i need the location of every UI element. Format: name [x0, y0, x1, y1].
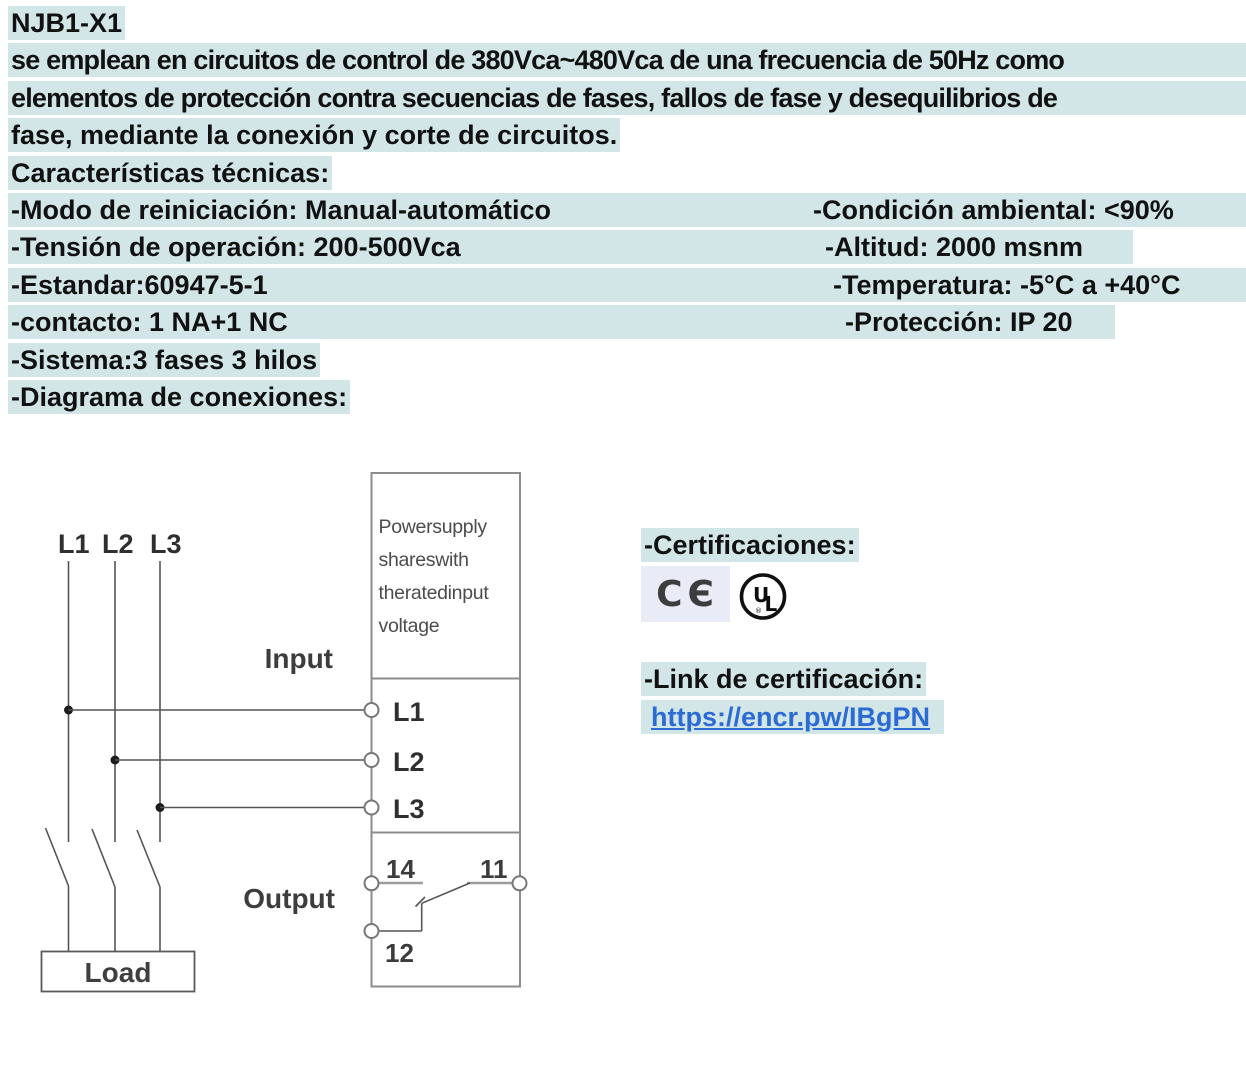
spec-left: -Tensión de operación: 200-500Vca [11, 232, 461, 263]
supply-note-line: theratedinput [378, 582, 489, 604]
ul-letter-u: U [753, 583, 770, 607]
certification-link[interactable]: https://encr.pw/IBgPN [651, 702, 931, 732]
link-row [641, 700, 944, 734]
spec-text-block [8, 5, 1246, 416]
wiring-diagram [0, 440, 560, 1010]
terminal-label: L1 [393, 697, 425, 727]
spec-left: -contacto: 1 NA+1 NC [11, 307, 288, 338]
spec-right: -Temperatura: -5°C a +40°C [833, 269, 1181, 300]
spec-row [8, 230, 1133, 264]
certifications-row [641, 528, 859, 562]
terminal-label: L3 [393, 794, 425, 824]
link-heading-row [641, 662, 926, 696]
terminal-circle [365, 753, 379, 767]
load-wire [69, 886, 161, 952]
ul-mark-icon [734, 570, 792, 624]
terminal-label: L2 [393, 747, 425, 777]
phase-label: L2 [102, 529, 134, 559]
ce-mark [641, 566, 730, 622]
terminal-circle [365, 924, 379, 938]
spec-right: -Altitud: 2000 msnm [825, 232, 1084, 263]
terminal-circle [365, 703, 379, 717]
contact-arm [422, 883, 470, 903]
spec-left: -Diagrama de conexiones: [8, 380, 350, 414]
ce-mark-text: CЄ [656, 573, 719, 615]
terminal-label: 12 [385, 938, 414, 968]
description-line: fase, mediante la conexión y corte de circuitos. [8, 118, 620, 152]
spec-left: -Estandar:60947-5-1 [11, 269, 268, 300]
load-label: Load [84, 957, 152, 988]
spec-left: -Sistema:3 fases 3 hilos [8, 343, 320, 377]
spec-row [8, 268, 1246, 302]
terminal-circle [365, 801, 379, 815]
supply-note-line: Powersupply [378, 516, 487, 538]
product-title: NJB1-X1 [8, 6, 125, 40]
terminal-circle [513, 876, 527, 890]
terminal-label: 11 [480, 854, 508, 884]
ul-letter-l: L [764, 592, 778, 616]
link-heading: -Link de certificación: [641, 662, 926, 696]
ul-mark [734, 570, 792, 624]
supply-note-line: shareswith [378, 549, 469, 571]
certifications-heading: -Certificaciones: [641, 528, 859, 562]
spec-row [8, 305, 1115, 339]
supply-note-line: voltage [378, 615, 440, 637]
link-highlight [641, 700, 944, 734]
terminal-label: 14 [386, 854, 415, 884]
input-label: Input [264, 643, 333, 674]
output-label: Output [243, 883, 335, 914]
phase-label: L3 [150, 529, 182, 559]
phase-label: L1 [58, 529, 90, 559]
description-line: elementos de protección contra secuencias de fases, fallos de fase y desequilibrios de [8, 81, 1246, 115]
ul-registered-mark: ® [755, 607, 762, 615]
phase-wire [69, 561, 161, 842]
spec-row [8, 193, 1246, 227]
spec-right: -Protección: IP 20 [845, 307, 1073, 338]
section-heading: Características técnicas: [8, 156, 332, 190]
spec-right: -Condición ambiental: <90% [813, 194, 1174, 225]
description-line: se emplean en circuitos de control de 380Vca~480Vca de una frecuencia de 50Hz como [8, 43, 1246, 77]
spec-left: -Modo de reiniciación: Manual-automático [11, 194, 552, 225]
contact-stub-wire [377, 903, 422, 931]
switch-blade [46, 828, 161, 887]
terminal-circle [365, 876, 379, 890]
